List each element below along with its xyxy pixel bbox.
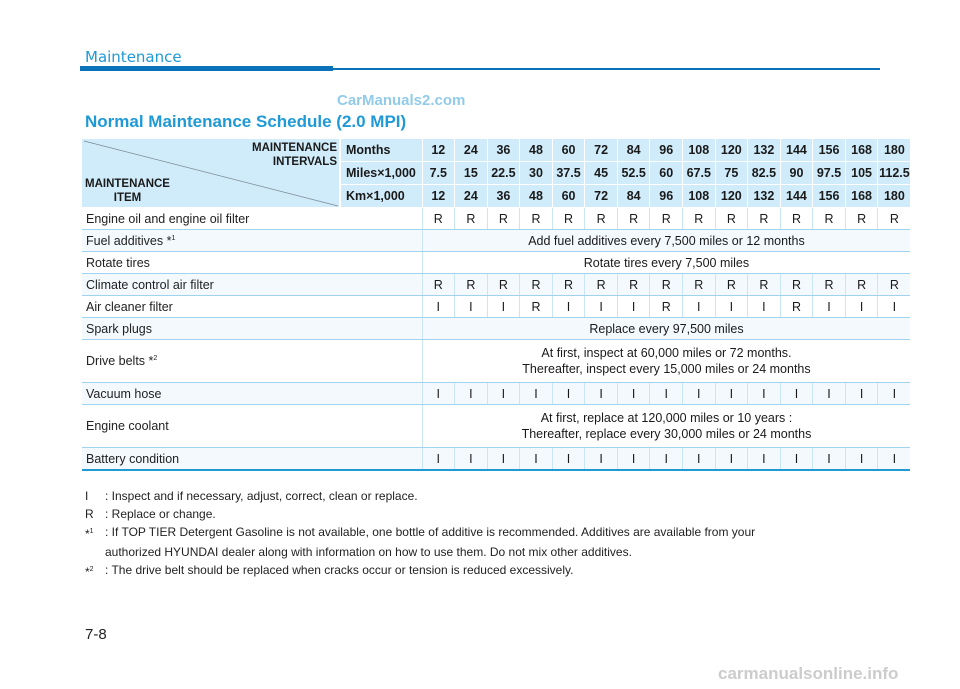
schedule-cell: R — [520, 208, 553, 230]
schedule-cell: R — [845, 208, 878, 230]
interval-value: 90 — [780, 162, 813, 185]
interval-value: 144 — [780, 139, 813, 162]
table-row — [82, 340, 910, 383]
maintenance-item-label: Drive belts *$^2$ — [82, 340, 422, 383]
interval-value: 7.5 — [422, 162, 455, 185]
schedule-cell: R — [650, 208, 683, 230]
schedule-cell: R — [487, 274, 520, 296]
schedule-cell: R — [878, 274, 911, 296]
interval-value: 168 — [845, 139, 878, 162]
schedule-cell: R — [617, 208, 650, 230]
interval-value: 24 — [455, 139, 488, 162]
interval-value: 108 — [683, 139, 716, 162]
schedule-cell: I — [650, 383, 683, 405]
interval-value: 84 — [617, 139, 650, 162]
interval-value: 36 — [487, 185, 520, 208]
schedule-instruction: Replace every 97,500 miles — [422, 318, 910, 340]
schedule-cell: I — [715, 383, 748, 405]
table-row — [82, 230, 910, 252]
schedule-cell: I — [813, 448, 846, 471]
note-fuel-additive — [85, 523, 875, 543]
interval-value: 72 — [585, 185, 618, 208]
note-replace — [85, 505, 875, 523]
schedule-cell: R — [845, 274, 878, 296]
schedule-cell: I — [422, 383, 455, 405]
schedule-cell: R — [780, 208, 813, 230]
schedule-cell: I — [683, 383, 716, 405]
note-drive-belt — [85, 561, 875, 581]
interval-value: 97.5 — [813, 162, 846, 185]
schedule-cell: I — [748, 383, 781, 405]
schedule-cell: R — [585, 208, 618, 230]
interval-value: 132 — [748, 139, 781, 162]
interval-value: 52.5 — [617, 162, 650, 185]
interval-value: 96 — [650, 185, 683, 208]
interval-value: 48 — [520, 185, 553, 208]
schedule-instruction: At first, replace at 120,000 miles or 10 years : Thereafter, replace every 30,000 miles or 24 months — [422, 405, 910, 448]
interval-value: 156 — [813, 185, 846, 208]
schedule-cell: I — [683, 448, 716, 471]
interval-value: 96 — [650, 139, 683, 162]
schedule-cell: R — [683, 274, 716, 296]
note-key: I — [85, 489, 89, 503]
schedule-cell: I — [552, 383, 585, 405]
schedule-cell: R — [780, 274, 813, 296]
interval-value: 72 — [585, 139, 618, 162]
schedule-cell: R — [422, 208, 455, 230]
schedule-cell: I — [585, 383, 618, 405]
schedule-cell: R — [520, 274, 553, 296]
schedule-cell: I — [617, 448, 650, 471]
header-rule-thin — [333, 68, 880, 70]
schedule-cell: R — [520, 296, 553, 318]
interval-value: 12 — [422, 139, 455, 162]
table-row — [82, 252, 910, 274]
corner-intervals-label: MAINTENANCE INTERVALS — [252, 142, 337, 168]
interval-value: 82.5 — [748, 162, 781, 185]
note-key: R — [85, 507, 94, 521]
maintenance-item-label: Engine coolant — [82, 405, 422, 448]
interval-header-row — [82, 139, 910, 162]
corner-item-label: MAINTENANCE ITEM — [85, 178, 170, 204]
schedule-cell: R — [552, 274, 585, 296]
schedule-cell: R — [552, 208, 585, 230]
note-inspect — [85, 487, 875, 505]
note-key: *$^2$ — [85, 565, 94, 579]
schedule-cell: I — [585, 296, 618, 318]
schedule-cell: R — [748, 274, 781, 296]
schedule-cell: I — [455, 448, 488, 471]
interval-value: 112.5 — [878, 162, 911, 185]
schedule-cell: I — [780, 383, 813, 405]
interval-value: 24 — [455, 185, 488, 208]
interval-value: 48 — [520, 139, 553, 162]
schedule-instruction: Add fuel additives every 7,500 miles or 12 months — [422, 230, 910, 252]
interval-value: 30 — [520, 162, 553, 185]
schedule-cell: I — [422, 448, 455, 471]
schedule-cell: I — [715, 448, 748, 471]
schedule-cell: R — [617, 274, 650, 296]
schedule-cell: R — [813, 208, 846, 230]
schedule-instruction: At first, inspect at 60,000 miles or 72 months. Thereafter, inspect every 15,000 miles or 24 months — [422, 340, 910, 383]
schedule-cell: I — [845, 296, 878, 318]
interval-value: 67.5 — [683, 162, 716, 185]
schedule-cell: R — [650, 274, 683, 296]
schedule-cell: I — [487, 448, 520, 471]
interval-value: 108 — [683, 185, 716, 208]
note-text: : Inspect and if necessary, adjust, correct, clean or replace. — [105, 489, 418, 503]
maintenance-item-label: Rotate tires — [82, 252, 422, 274]
interval-value: 75 — [715, 162, 748, 185]
interval-value: 105 — [845, 162, 878, 185]
interval-value: 60 — [552, 139, 585, 162]
interval-value: 60 — [650, 162, 683, 185]
interval-label: Km×1,000 — [340, 185, 422, 208]
schedule-cell: I — [748, 296, 781, 318]
table-corner-header — [82, 139, 340, 208]
page-heading: Normal Maintenance Schedule (2.0 MPI) — [85, 112, 407, 131]
schedule-cell: I — [878, 383, 911, 405]
schedule-cell: I — [552, 296, 585, 318]
interval-value: 37.5 — [552, 162, 585, 185]
interval-value: 120 — [715, 139, 748, 162]
watermark-bottom: carmanualsonline.info — [718, 664, 899, 683]
maintenance-item-label: Engine oil and engine oil filter — [82, 208, 422, 230]
note-key: *$^1$ — [85, 527, 94, 541]
schedule-cell: I — [813, 296, 846, 318]
schedule-cell: I — [487, 296, 520, 318]
interval-value: 84 — [617, 185, 650, 208]
maintenance-item-label: Spark plugs — [82, 318, 422, 340]
maintenance-item-label: Air cleaner filter — [82, 296, 422, 318]
schedule-cell: R — [650, 296, 683, 318]
maintenance-item-label: Battery condition — [82, 448, 422, 471]
schedule-cell: I — [552, 448, 585, 471]
legend-notes — [85, 487, 875, 581]
schedule-cell: I — [487, 383, 520, 405]
table-row — [82, 405, 910, 448]
interval-value: 132 — [748, 185, 781, 208]
schedule-cell: I — [650, 448, 683, 471]
note-fuel-additive-cont: authorized HYUNDAI dealer along with information on how to use them. Do not mix other additives. — [105, 545, 632, 559]
maintenance-item-label: Climate control air filter — [82, 274, 422, 296]
interval-value: 144 — [780, 185, 813, 208]
interval-value: 156 — [813, 139, 846, 162]
interval-value: 45 — [585, 162, 618, 185]
schedule-cell: I — [748, 448, 781, 471]
schedule-cell: R — [748, 208, 781, 230]
schedule-cell: R — [487, 208, 520, 230]
schedule-cell: R — [683, 208, 716, 230]
schedule-cell: R — [780, 296, 813, 318]
interval-label: Months — [340, 139, 422, 162]
interval-label: Miles×1,000 — [340, 162, 422, 185]
schedule-cell: I — [878, 448, 911, 471]
schedule-cell: R — [422, 274, 455, 296]
schedule-cell: R — [715, 208, 748, 230]
interval-value: 120 — [715, 185, 748, 208]
schedule-cell: I — [455, 296, 488, 318]
page-number: 7-8 — [85, 626, 107, 643]
interval-value: 15 — [455, 162, 488, 185]
interval-value: 180 — [878, 139, 911, 162]
interval-value: 60 — [552, 185, 585, 208]
interval-value: 22.5 — [487, 162, 520, 185]
maintenance-schedule-table — [82, 139, 910, 471]
schedule-cell: I — [715, 296, 748, 318]
schedule-cell: I — [617, 296, 650, 318]
maintenance-item-label: Vacuum hose — [82, 383, 422, 405]
schedule-cell: I — [845, 448, 878, 471]
schedule-cell: R — [715, 274, 748, 296]
schedule-cell: I — [520, 383, 553, 405]
header-rule-thick — [80, 66, 333, 71]
section-title: Maintenance — [85, 48, 182, 66]
schedule-cell: I — [878, 296, 911, 318]
schedule-cell: R — [585, 274, 618, 296]
schedule-cell: I — [617, 383, 650, 405]
schedule-cell: I — [683, 296, 716, 318]
interval-value: 12 — [422, 185, 455, 208]
schedule-instruction: Rotate tires every 7,500 miles — [422, 252, 910, 274]
note-text: : If TOP TIER Detergent Gasoline is not available, one bottle of additive is recommended. Additives are available from your — [105, 525, 756, 539]
table-row — [82, 274, 910, 296]
table-row — [82, 448, 910, 471]
schedule-cell: R — [455, 208, 488, 230]
maintenance-item-label: Fuel additives *$^1$ — [82, 230, 422, 252]
schedule-cell: I — [780, 448, 813, 471]
schedule-cell: I — [585, 448, 618, 471]
note-text: : Replace or change. — [105, 507, 216, 521]
interval-value: 168 — [845, 185, 878, 208]
schedule-cell: I — [845, 383, 878, 405]
interval-value: 180 — [878, 185, 911, 208]
schedule-cell: R — [813, 274, 846, 296]
table-row — [82, 208, 910, 230]
schedule-cell: I — [813, 383, 846, 405]
interval-value: 36 — [487, 139, 520, 162]
table-row — [82, 383, 910, 405]
schedule-cell: R — [455, 274, 488, 296]
watermark-top: CarManuals2.com — [337, 92, 466, 109]
note-text: : The drive belt should be replaced when cracks occur or tension is reduced excessively. — [105, 563, 574, 577]
schedule-cell: R — [878, 208, 911, 230]
schedule-cell: I — [455, 383, 488, 405]
table-row — [82, 296, 910, 318]
schedule-cell: I — [520, 448, 553, 471]
table-row — [82, 318, 910, 340]
schedule-cell: I — [422, 296, 455, 318]
